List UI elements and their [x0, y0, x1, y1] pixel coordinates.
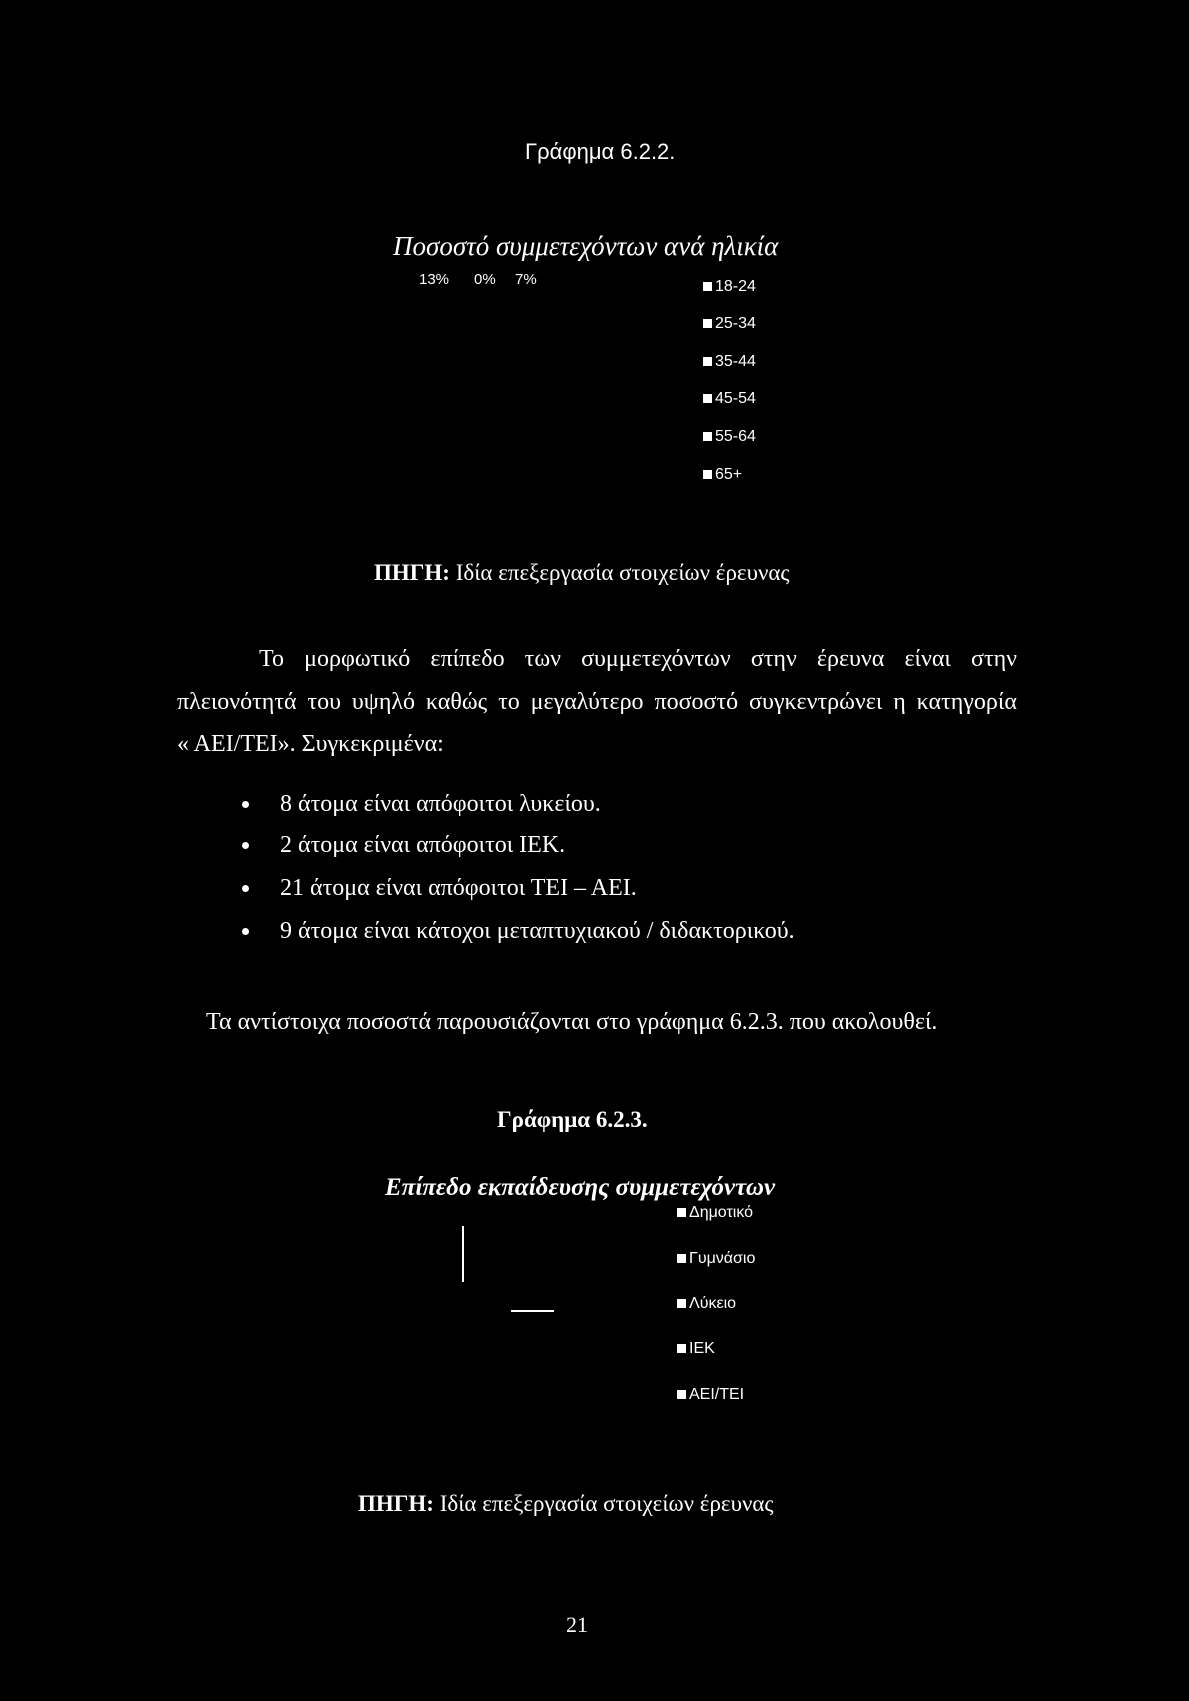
source-label: ΠΗΓΗ:	[358, 1491, 434, 1516]
legend-label: 35-44	[715, 353, 756, 370]
bullet-text: 2 άτομα είναι απόφοιτοι ΙΕΚ.	[280, 832, 566, 858]
legend-swatch-icon	[677, 1344, 686, 1353]
word: είναι	[904, 646, 951, 672]
bullet-list-item	[242, 831, 565, 860]
word: μορφωτικό	[304, 646, 411, 672]
legend-swatch-icon	[703, 319, 712, 328]
bullet-text: 21 άτομα είναι απόφοιτοι ΤΕΙ – ΑΕΙ.	[280, 875, 637, 901]
paragraph-line: « ΑΕΙ/ΤΕΙ». Συγκεκριμένα:	[177, 731, 444, 757]
followup-sentence: Τα αντίστοιχα ποσοστά παρουσιάζονται στο γράφημα 6.2.3. που ακολουθεί.	[206, 1009, 938, 1035]
word: επίπεδο	[430, 646, 505, 672]
legend-item	[703, 389, 756, 408]
pie-slice-label: 7%	[515, 271, 537, 288]
figure-label: Γράφημα 6.2.2.	[525, 139, 676, 164]
pie-slice-label: 0%	[474, 271, 496, 288]
legend-swatch-icon	[677, 1254, 686, 1263]
legend-item	[703, 277, 756, 296]
pie-slice-label: 13%	[419, 271, 450, 288]
word: συγκεντρώνει	[749, 689, 883, 715]
figure-label: Γράφημα 6.2.3.	[497, 1107, 648, 1132]
legend-item	[677, 1203, 753, 1222]
figure-title: Επίπεδο εκπαίδευσης συμμετεχόντων	[385, 1174, 776, 1201]
page-number: 21	[566, 1612, 588, 1637]
bullet-icon	[242, 801, 249, 808]
word: η	[893, 689, 906, 715]
bullet-list-item	[242, 790, 601, 819]
source-text: Ιδία επεξεργασία στοιχείων έρευνας	[455, 560, 790, 585]
legend-swatch-icon	[703, 282, 712, 291]
legend-swatch-icon	[677, 1208, 686, 1217]
legend-item	[677, 1339, 715, 1358]
chart-leader-line	[462, 1226, 464, 1282]
legend-swatch-icon	[703, 357, 712, 366]
legend-label: Δημοτικό	[689, 1204, 754, 1221]
bullet-text: 9 άτομα είναι κάτοχοι μεταπτυχιακού / διδακτορικού.	[280, 918, 795, 944]
word: στην	[971, 646, 1017, 672]
legend-item	[703, 465, 742, 484]
bullet-text: 8 άτομα είναι απόφοιτοι λυκείου.	[280, 791, 601, 817]
chart-leader-line	[511, 1310, 554, 1312]
legend-label: Λύκειο	[689, 1295, 737, 1312]
word: καθώς	[425, 689, 488, 715]
bullet-icon	[242, 928, 249, 935]
figure-title: Ποσοστό συμμετεχόντων ανά ηλικία	[393, 231, 779, 261]
word: Το	[259, 646, 285, 672]
legend-item	[703, 314, 756, 333]
legend-swatch-icon	[677, 1390, 686, 1399]
paragraph-line	[259, 645, 1017, 674]
legend-label: 55-64	[715, 428, 756, 445]
figure-source	[374, 559, 790, 587]
legend-swatch-icon	[703, 432, 712, 441]
legend-swatch-icon	[703, 470, 712, 479]
legend-swatch-icon	[677, 1299, 686, 1308]
word: πλειονότητά	[177, 689, 297, 715]
bullet-list-item	[242, 874, 637, 903]
legend-item	[677, 1249, 755, 1268]
legend-item	[703, 352, 756, 371]
word: στην	[750, 646, 797, 672]
legend-label: 65+	[715, 466, 743, 483]
word: συμμετεχόντων	[581, 646, 731, 672]
bullet-list-item	[242, 917, 795, 946]
word: ποσοστό	[654, 689, 739, 715]
paragraph-line	[177, 688, 1017, 717]
legend-swatch-icon	[703, 394, 712, 403]
source-label: ΠΗΓΗ:	[374, 560, 450, 585]
word: υψηλό	[351, 689, 415, 715]
word: κατηγορία	[916, 689, 1017, 715]
legend-label: ΑΕΙ/ΤΕΙ	[689, 1386, 745, 1403]
legend-label: 25-34	[715, 315, 756, 332]
legend-label: 45-54	[715, 390, 756, 407]
word: μεγαλύτερο	[530, 689, 644, 715]
word: των	[524, 646, 561, 672]
legend-item	[703, 427, 756, 446]
word: το	[498, 689, 520, 715]
legend-item	[677, 1385, 744, 1404]
legend-label: 18-24	[715, 278, 756, 295]
bullet-icon	[242, 885, 249, 892]
legend-label: ΙΕΚ	[689, 1340, 715, 1357]
word: έρευνα	[816, 646, 885, 672]
legend-label: Γυμνάσιο	[689, 1250, 756, 1267]
word: του	[307, 689, 341, 715]
legend-item	[677, 1294, 736, 1313]
figure-source	[358, 1490, 774, 1518]
bullet-icon	[242, 842, 249, 849]
source-text: Ιδία επεξεργασία στοιχείων έρευνας	[439, 1491, 774, 1516]
